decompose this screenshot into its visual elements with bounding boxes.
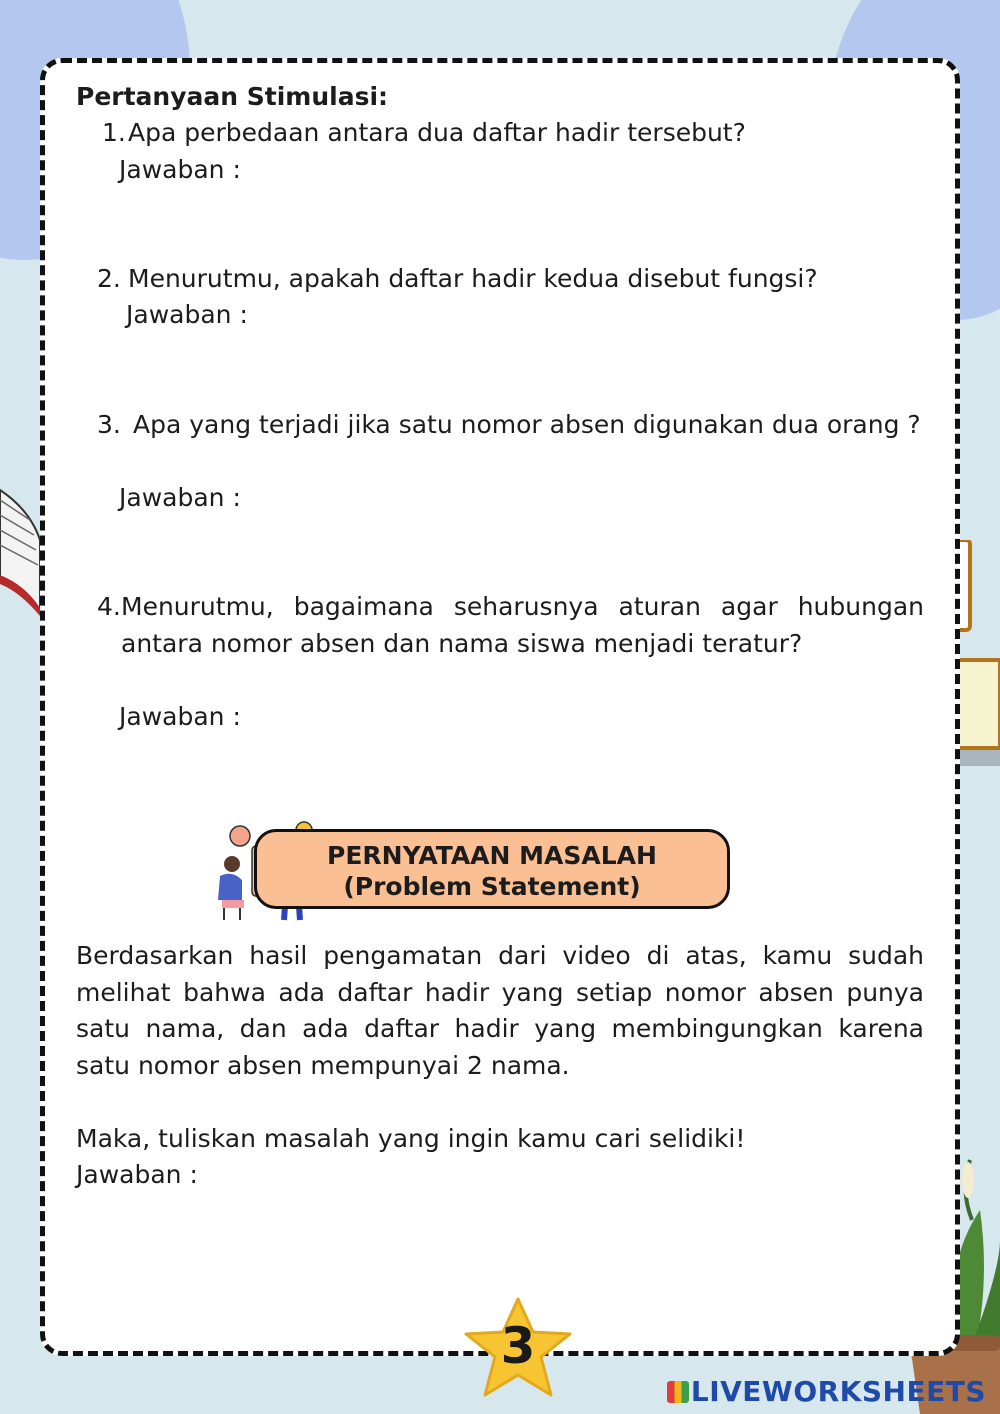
question-2-text: Menurutmu, apakah daftar hadir kedua disebut fungsi? bbox=[128, 264, 818, 293]
question-1-text: Apa perbedaan antara dua daftar hadir tersebut? bbox=[128, 118, 746, 147]
question-2-number: 2. bbox=[97, 264, 121, 293]
logo-text: LIVEWORKSHEETS bbox=[690, 1375, 986, 1408]
liveworksheets-logo bbox=[667, 1375, 986, 1408]
page-number: 3 bbox=[500, 1317, 536, 1375]
live-badge-icon bbox=[667, 1381, 689, 1403]
banner-subtitle: (Problem Statement) bbox=[343, 872, 641, 901]
question-4-answer-label: Jawaban : bbox=[119, 702, 241, 731]
question-2-answer-label: Jawaban : bbox=[126, 300, 248, 329]
question-3-number: 3. bbox=[97, 410, 121, 439]
problem-statement-banner bbox=[254, 829, 730, 909]
question-4-text: Menurutmu, bagaimana seharusnya aturan agar hubungan antara nomor absen dan nama siswa menjadi teratur? bbox=[121, 592, 924, 658]
stimulus-heading: Pertanyaan Stimulasi: bbox=[76, 82, 389, 111]
question-4-number: 4. bbox=[97, 592, 121, 621]
question-1-number: 1. bbox=[102, 118, 126, 147]
problem-answer-label: Jawaban : bbox=[76, 1160, 198, 1189]
question-3-answer-label: Jawaban : bbox=[119, 483, 241, 512]
question-3-text: Apa yang terjadi jika satu nomor absen digunakan dua orang ? bbox=[133, 410, 921, 439]
banner-title: PERNYATAAN MASALAH bbox=[327, 841, 657, 870]
question-1-answer-label: Jawaban : bbox=[119, 155, 241, 184]
problem-paragraph: Berdasarkan hasil pengamatan dari video di atas, kamu sudah melihat bahwa ada daftar hadir yang setiap nomor absen punya satu nama, dan ada daftar hadir yang membingungkan karena satu nomor absen mempunyai 2 nama. bbox=[76, 941, 924, 1080]
problem-instruction: Maka, tuliskan masalah yang ingin kamu cari selidiki! bbox=[76, 1124, 746, 1153]
